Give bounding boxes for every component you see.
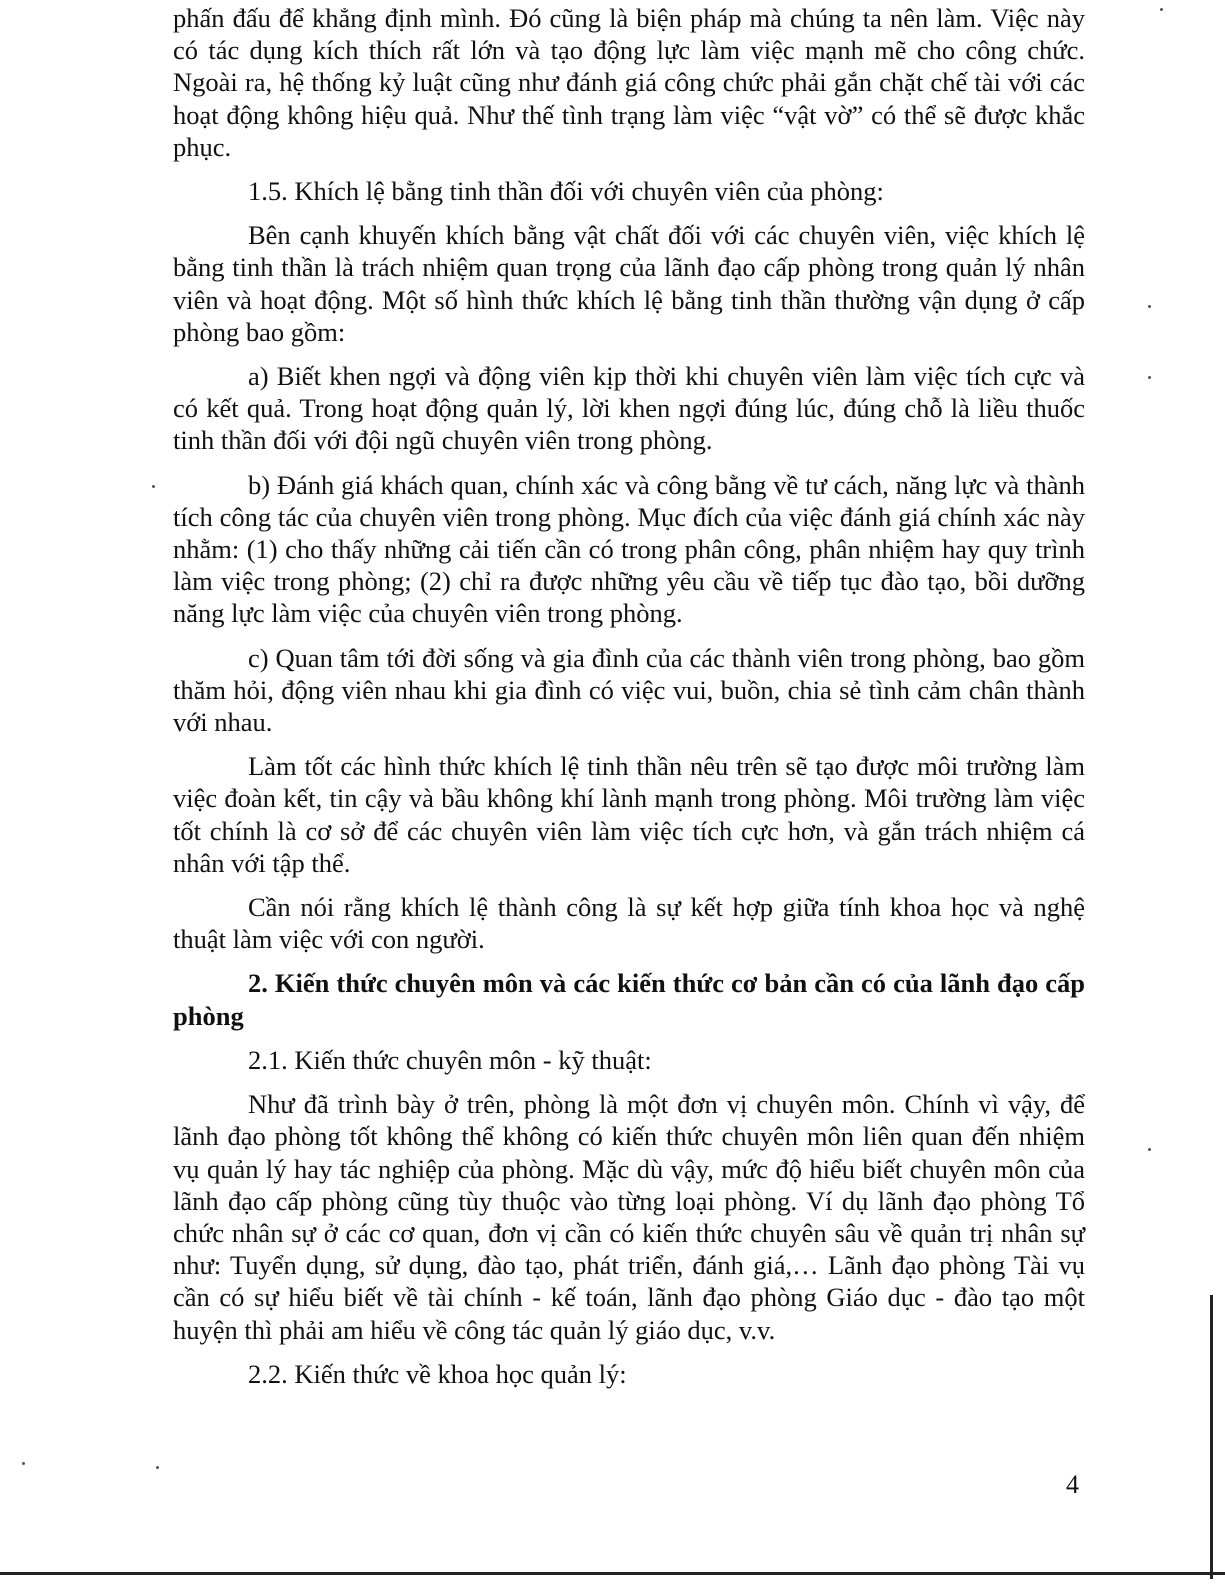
- paragraph-conclusion: Cần nói rằng khích lệ thành công là sự kết hợp giữa tính khoa học và nghệ thuật làm việc với con người.: [173, 892, 1085, 955]
- scan-speck: [1160, 8, 1163, 11]
- scan-speck: [152, 485, 155, 488]
- list-item-c: c) Quan tâm tới đời sống và gia đình của các thành viên trong phòng, bao gồm thăm hỏi, động viên nhau khi gia đình có việc vui, buồn, chia sẻ tình cảm chân thành với nhau.: [173, 642, 1085, 738]
- section-heading-1-5: 1.5. Khích lệ bằng tinh thần đối với chuyên viên của phòng:: [248, 176, 884, 207]
- paragraph-professional-knowledge: Như đã trình bày ở trên, phòng là một đơn vị chuyên môn. Chính vì vậy, để lãnh đạo phòng tốt không thể không có kiến thức chuyên môn liên quan đến nhiệm vụ quản lý hay tác nghiệp của phòng. Mặc dù vậy, mức độ hiểu biết chuyên môn của lãnh đạo cấp phòng cũng tùy thuộc vào từng loại phòng. Ví dụ lãnh đạo phòng Tổ chức nhân sự ở các cơ quan, đơn vị cần có kiến thức chuyên sâu về quản trị nhân sự như: Tuyển dụng, sử dụng, đào tạo, phát triển, đánh giá,… Lãnh đạo phòng Tài vụ cần có sự hiểu biết về tài chính - kế toán, lãnh đạo phòng Giáo dục - đào tạo một huyện thì phải am hiểu về công tác quản lý giáo dục, v.v.: [173, 1089, 1085, 1345]
- scan-speck: [1148, 1148, 1151, 1151]
- scan-speck: [1148, 376, 1151, 379]
- paragraph-continuation: phấn đấu để khẳng định mình. Đó cũng là biện pháp mà chúng ta nên làm. Việc này có tác dụng kích thích rất lớn và tạo động lực làm việc mạnh mẽ cho công chức. Ngoài ra, hệ thống kỷ luật cũng như đánh giá công chức phải gắn chặt chế tài với các hoạt động không hiệu quả. Như thế tình trạng làm việc “vật vờ” có thể sẽ được khắc phục.: [173, 3, 1085, 162]
- section-heading-2-2: 2.2. Kiến thức về khoa học quản lý:: [248, 1358, 627, 1389]
- paragraph-work-environment: Làm tốt các hình thức khích lệ tinh thần nêu trên sẽ tạo được môi trường làm việc đoàn kết, tin cậy và bầu không khí lành mạnh trong phòng. Môi trường làm việc tốt chính là cơ sở để các chuyên viên làm việc tích cực hơn, và gắn trách nhiệm cá nhân với tập thể.: [173, 751, 1085, 878]
- paragraph-intro-spiritual-encouragement: Bên cạnh khuyến khích bằng vật chất đối với các chuyên viên, việc khích lệ bằng tinh thần là trách nhiệm quan trọng của lãnh đạo cấp phòng trong quản lý nhân viên và hoạt động. Một số hình thức khích lệ bằng tinh thần thường vận dụng ở cấp phòng bao gồm:: [173, 220, 1085, 347]
- scan-edge-bottom: [0, 1572, 1225, 1575]
- scan-speck: [1148, 305, 1151, 308]
- list-item-a: a) Biết khen ngợi và động viên kịp thời khi chuyên viên làm việc tích cực và có kết quả. Trong hoạt động quản lý, lời khen ngợi đúng lúc, đúng chỗ là liều thuốc tinh thần đối với đội ngũ chuyên viên trong phòng.: [173, 361, 1085, 456]
- page-number: 4: [1066, 1470, 1079, 1499]
- document-body: [173, 2, 1085, 1402]
- scan-edge-right: [1210, 1295, 1213, 1579]
- scan-speck: [22, 1462, 25, 1465]
- scan-speck: [156, 1466, 159, 1469]
- section-heading-2-1: 2.1. Kiến thức chuyên môn - kỹ thuật:: [248, 1044, 652, 1075]
- section-heading-2: 2. Kiến thức chuyên môn và các kiến thức cơ bản cần có của lãnh đạo cấp phòng: [173, 968, 1085, 1031]
- list-item-b: b) Đánh giá khách quan, chính xác và công bằng về tư cách, năng lực và thành tích công tác của chuyên viên trong phòng. Mục đích của việc đánh giá chính xác này nhằm: (1) cho thấy những cải tiến cần có trong phân công, phân nhiệm hay quy trình làm việc trong phòng; (2) chỉ ra được những yêu cầu về tiếp tục đào tạo, bồi dưỡng năng lực làm việc của chuyên viên trong phòng.: [173, 469, 1085, 629]
